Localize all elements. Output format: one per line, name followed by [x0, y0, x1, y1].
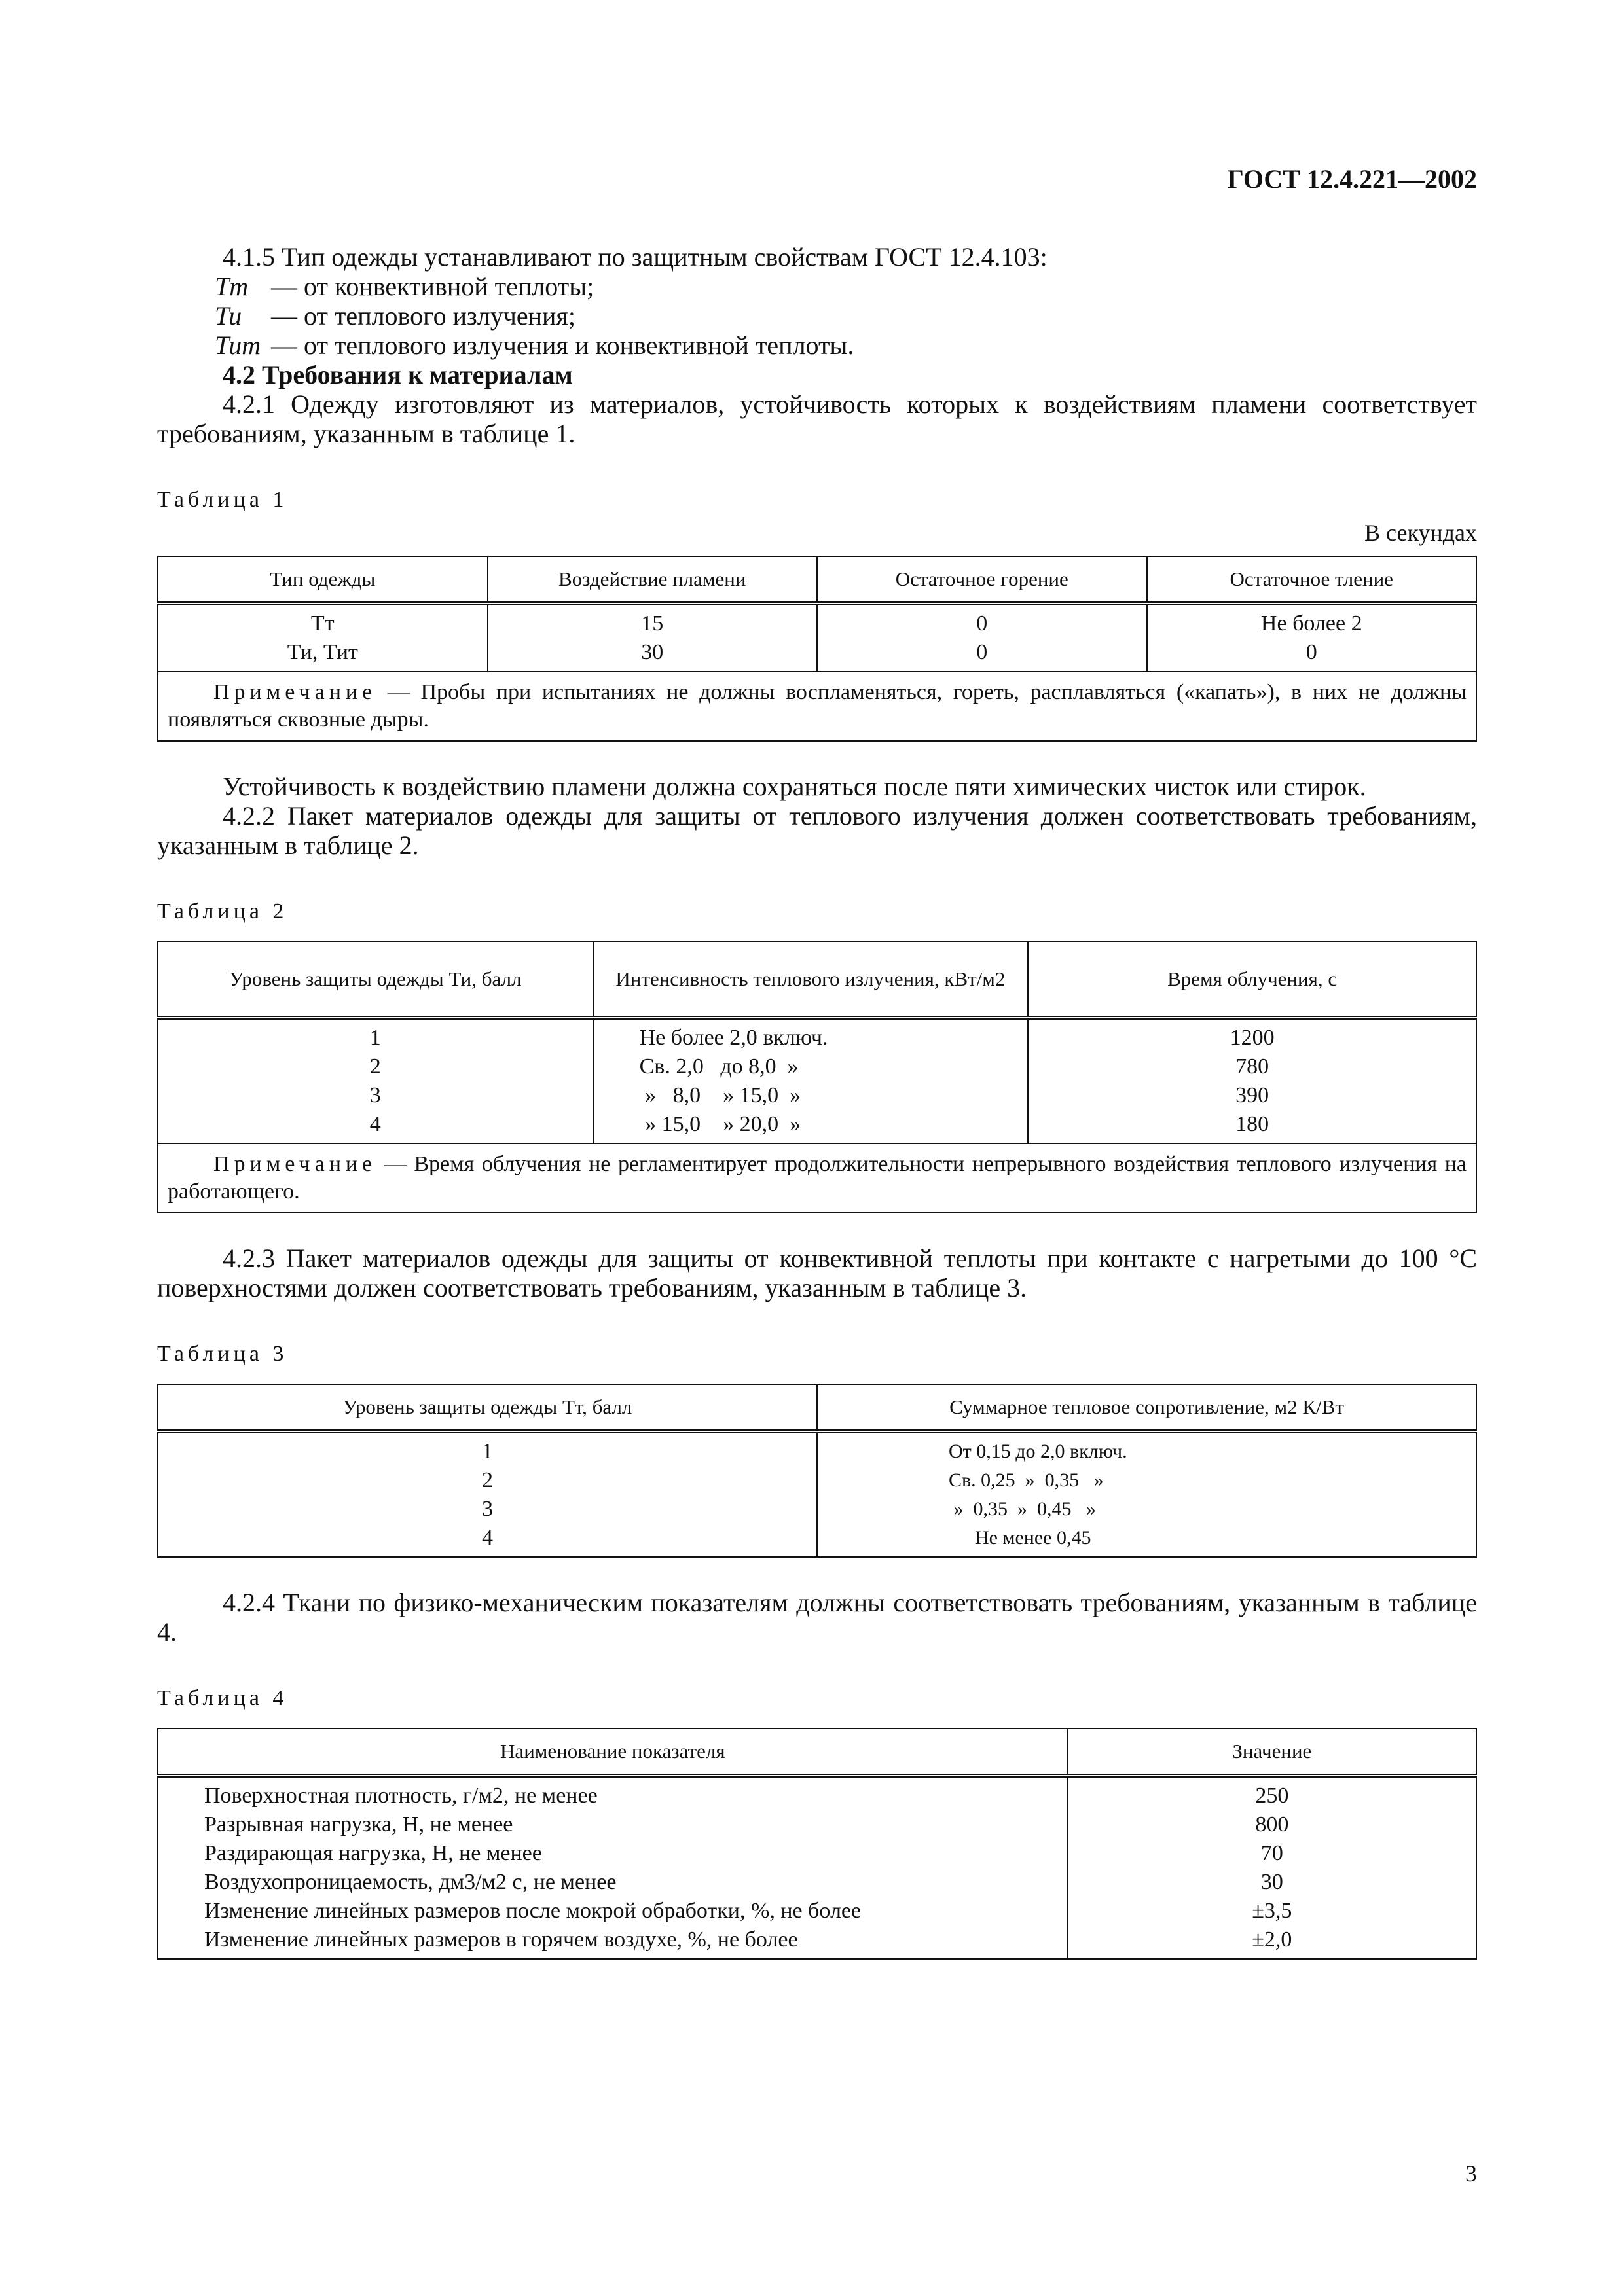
cell-line: 1 — [482, 1439, 493, 1463]
table-4-cell — [158, 1776, 1068, 1959]
table-1-units: В секундах — [1364, 520, 1477, 546]
table-1-cell — [488, 603, 818, 672]
cell-line: Не менее 0,45 — [975, 1527, 1091, 1549]
cell-line: 4 — [369, 1112, 381, 1136]
table-3-cell — [817, 1431, 1476, 1557]
cell-line: 800 — [1255, 1812, 1289, 1837]
table-3-header: Суммарное тепловое сопротивление, м2 К/Вт — [817, 1384, 1476, 1431]
cell-line: 390 — [1235, 1083, 1269, 1107]
table-3 — [157, 1384, 1477, 1558]
cell-line: 2 — [482, 1468, 493, 1492]
table-row — [158, 1143, 1476, 1213]
table-2-cell — [1028, 1018, 1476, 1143]
table-4-cell — [1068, 1776, 1476, 1959]
cell-line: 180 — [1235, 1112, 1269, 1136]
cell-line: 3 — [482, 1497, 493, 1521]
cell-line: 4 — [482, 1526, 493, 1550]
table-1-cell — [158, 603, 488, 672]
type-symbol: Тит — [215, 331, 261, 360]
table-1-cell — [1147, 603, 1477, 672]
paragraph-4-2-3: 4.2.3 Пакет материалов одежды для защиты от конвективной теплоты при контакте с нагретыми до 100 °С поверхностями должен соответствовать требованиям, указанным в таблице 3. — [157, 1244, 1477, 1302]
cell-line: Изменение линейных размеров после мокрой обработки, %, не более — [204, 1899, 862, 1923]
table-2-title: Таблица 2 — [157, 899, 288, 924]
paragraph-after-table-1: Устойчивость к воздействию пламени должна сохраняться после пяти химических чисток или стирок. — [223, 772, 1366, 801]
cell-line: 30 — [1260, 1870, 1283, 1894]
table-4-header: Наименование показателя — [158, 1729, 1068, 1776]
paragraph-4-1-5: 4.1.5 Тип одежды устанавливают по защитным свойствам ГОСТ 12.4.103: — [223, 242, 1048, 272]
cell-line: Не более 2 — [1260, 611, 1362, 636]
type-item — [215, 272, 1477, 301]
type-symbol: Тт — [215, 272, 249, 301]
table-row — [158, 1018, 1476, 1143]
type-text: — от теплового излучения и конвективной теплоты. — [271, 331, 854, 360]
table-4-header: Значение — [1068, 1729, 1476, 1776]
table-3-header: Уровень защиты одежды Тт, балл — [158, 1384, 817, 1431]
table-2-header: Уровень защиты одежды Ти, балл — [158, 942, 593, 1018]
cell-line: 1 — [369, 1026, 381, 1050]
cell-line: Раздирающая нагрузка, Н, не менее — [204, 1841, 542, 1865]
note-label: Примечание — [213, 1152, 377, 1176]
cell-line: 30 — [641, 640, 664, 664]
cell-line: Не более 2,0 включ. — [639, 1026, 828, 1050]
note-text: — Пробы при испытаниях не должны воспламеняться, гореть, расплавляться («капать»), в них не должны появляться сквозные дыры. — [168, 680, 1467, 732]
table-4 — [157, 1728, 1477, 1960]
table-2-cell — [593, 1018, 1029, 1143]
type-item — [215, 301, 1477, 331]
paragraph-4-2-4: 4.2.4 Ткани по физико-механическим показателям должны соответствовать требованиям, указанным в таблице 4. — [157, 1588, 1477, 1647]
cell-line: 3 — [369, 1083, 381, 1107]
note-label: Примечание — [213, 680, 377, 704]
paragraph-4-2-1: 4.2.1 Одежду изготовляют из материалов, устойчивость которых к воздействиям пламени соответствует требованиям, указанным в таблице 1. — [157, 389, 1477, 448]
section-heading-4-2: 4.2 Требования к материалам — [223, 360, 573, 389]
table-3-title: Таблица 3 — [157, 1342, 288, 1366]
table-1-header: Остаточное тление — [1147, 556, 1477, 603]
cell-line: 0 — [976, 640, 988, 664]
cell-line: Ти, Тит — [287, 640, 358, 664]
cell-line: 0 — [1305, 640, 1317, 664]
cell-line: 0 — [976, 611, 988, 636]
type-text: — от теплового излучения; — [271, 301, 575, 331]
table-1-header: Остаточное горение — [817, 556, 1147, 603]
cell-line: 70 — [1260, 1841, 1283, 1865]
table-4-title: Таблица 4 — [157, 1686, 288, 1710]
cell-line: Тт — [310, 611, 335, 636]
type-item — [215, 331, 1477, 360]
table-1-cell — [817, 603, 1147, 672]
cell-line: Воздухопроницаемость, дм3/м2 с, не менее — [204, 1870, 617, 1894]
table-1-title: Таблица 1 — [157, 488, 288, 512]
table-row — [158, 1776, 1476, 1959]
cell-line: 780 — [1235, 1054, 1269, 1079]
cell-line: 15 — [641, 611, 664, 636]
table-1-note — [158, 672, 1476, 741]
document-body — [157, 242, 1477, 1960]
cell-line: Св. 2,0 до 8,0 » — [639, 1054, 799, 1079]
note-text: — Время облучения не регламентирует продолжительности непрерывного воздействия теплового излучения на работающего. — [168, 1152, 1467, 1204]
table-2-header: Интенсивность теплового излучения, кВт/м2 — [593, 942, 1029, 1018]
cell-line: 1200 — [1230, 1026, 1275, 1050]
cell-line: » 15,0 » 20,0 » — [639, 1112, 801, 1136]
paragraph-4-2-2: 4.2.2 Пакет материалов одежды для защиты от теплового излучения должен соответствовать требованиям, указанным в таблице 2. — [157, 801, 1477, 860]
table-2-cell — [158, 1018, 593, 1143]
table-row — [158, 1431, 1476, 1557]
cell-line: » 0,35 » 0,45 » — [949, 1498, 1096, 1520]
cell-line: » 8,0 » 15,0 » — [639, 1083, 801, 1107]
type-text: — от конвективной теплоты; — [271, 272, 594, 301]
cell-line: Изменение линейных размеров в горячем воздухе, %, не более — [204, 1928, 798, 1952]
cell-line: ±2,0 — [1252, 1928, 1292, 1952]
table-3-cell — [158, 1431, 817, 1557]
table-2-note — [158, 1143, 1476, 1213]
cell-line: 2 — [369, 1054, 381, 1079]
table-1-header: Воздействие пламени — [488, 556, 818, 603]
table-2 — [157, 941, 1477, 1213]
cell-line: От 0,15 до 2,0 включ. — [949, 1441, 1127, 1462]
cell-line: ±3,5 — [1252, 1899, 1292, 1923]
cell-line: Поверхностная плотность, г/м2, не менее — [204, 1784, 598, 1808]
table-row — [158, 603, 1476, 672]
type-symbol: Ти — [215, 301, 242, 331]
table-1-header: Тип одежды — [158, 556, 488, 603]
table-row — [158, 672, 1476, 741]
table-2-header: Время облучения, с — [1028, 942, 1476, 1018]
cell-line: Св. 0,25 » 0,35 » — [949, 1469, 1104, 1491]
page-number: 3 — [1465, 2161, 1477, 2187]
cell-line: 250 — [1255, 1784, 1289, 1808]
table-1 — [157, 556, 1477, 742]
cell-line: Разрывная нагрузка, Н, не менее — [204, 1812, 513, 1837]
document-id: ГОСТ 12.4.221—2002 — [1227, 164, 1477, 194]
